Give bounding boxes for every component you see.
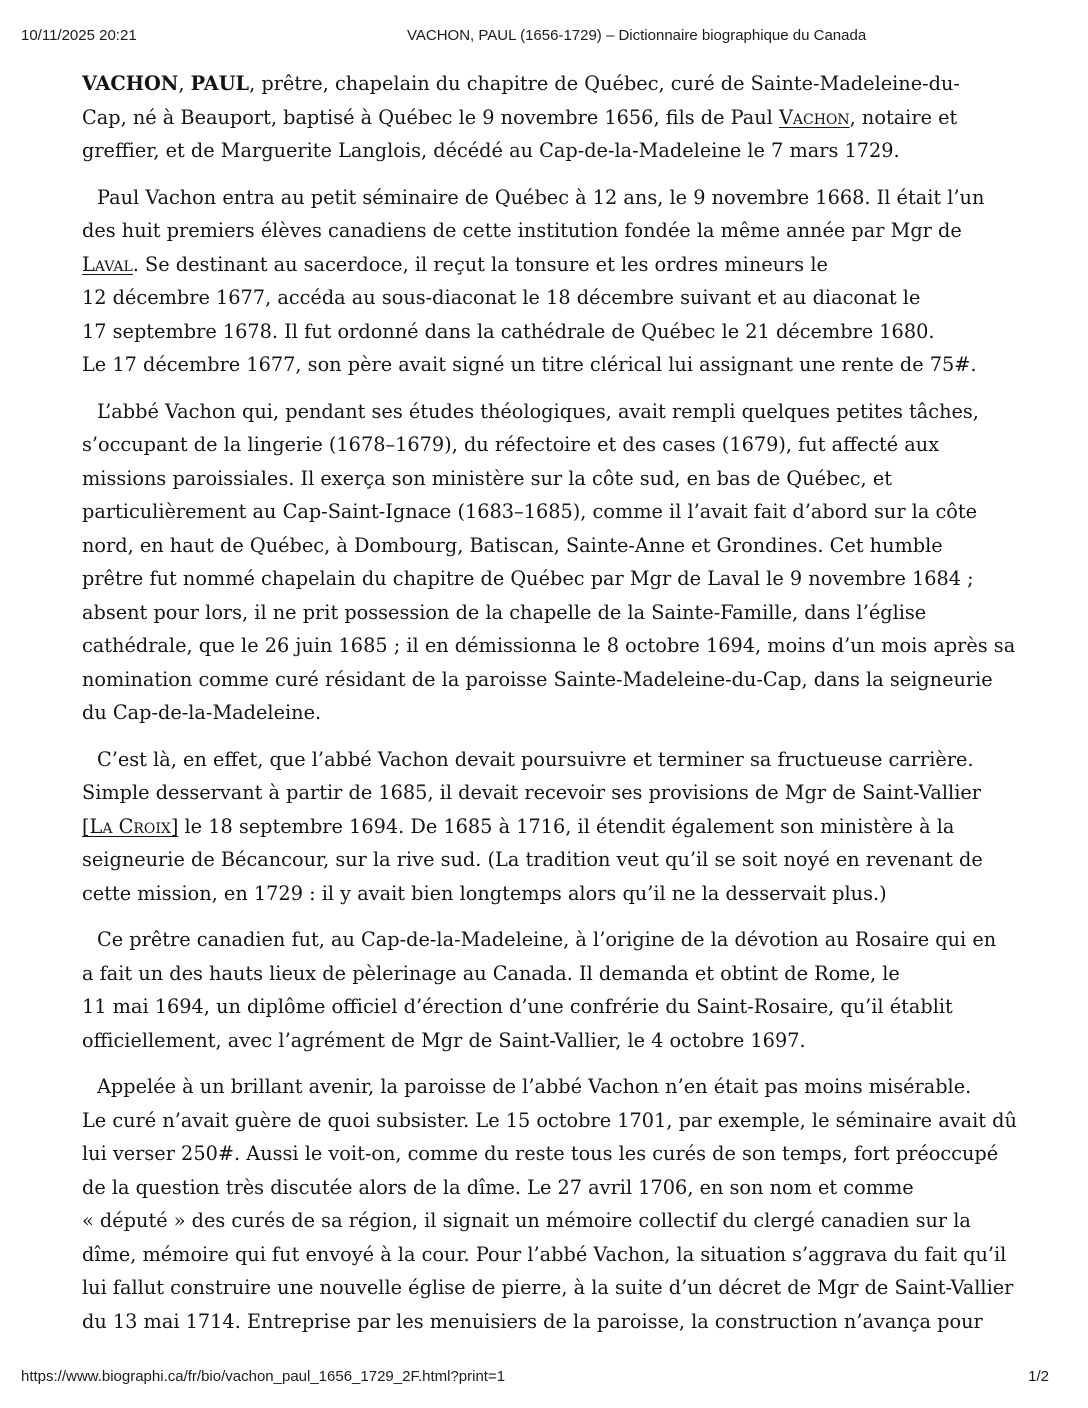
text-line (82, 67, 1022, 101)
text-line (82, 1171, 1022, 1205)
text-line (82, 529, 1022, 563)
text-line (82, 1271, 1022, 1305)
text-run: C’est là, en effet, que l’abbé Vachon devait poursuivre et terminer sa fructueuse carrière. (97, 747, 974, 771)
text-run: , (178, 72, 191, 95)
text-run: cathédrale, que le 26 juin 1685 ; il en démissionna le 8 octobre 1694, moins d’un mois après sa (82, 634, 1016, 657)
text-run: missions paroissiales. Il exerça son ministère sur la côte sud, en bas de Québec, et (82, 466, 892, 490)
text-line (82, 629, 1022, 663)
text-run: « député » des curés de sa région, il signait un mémoire collectif du clergé canadien sur la (82, 1209, 971, 1232)
text-line (82, 663, 1022, 697)
text-run: L’abbé Vachon qui, pendant ses études théologiques, avait rempli quelques petites tâches, (97, 399, 979, 423)
text-line (82, 395, 1022, 429)
text-run: officiellement, avec l’agrément de Mgr de Saint-Vallier, le 4 octobre 1697. (82, 1028, 806, 1052)
text-line (82, 495, 1022, 529)
text-run: nomination comme curé résidant de la paroisse Sainte-Madeleine-du-Cap, dans la seigneurie (82, 667, 993, 691)
text-line (82, 877, 1022, 911)
paragraph (82, 395, 1022, 730)
text-line (82, 134, 1022, 168)
paragraph (82, 1070, 1022, 1338)
text-run: , prêtre, chapelain du chapitre de Québec, curé de Sainte-Madeleine-du- (249, 72, 960, 95)
text-run: Paul Vachon entra au petit séminaire de Québec à 12 ans, le 9 novembre 1668. Il était l’un (97, 185, 985, 209)
text-line (82, 1137, 1022, 1171)
text-line (82, 315, 1022, 349)
text-line (82, 462, 1022, 496)
text-run: Le 17 décembre 1677, son père avait signé un titre clérical lui assignant une rente de 75#. (82, 353, 977, 376)
text-line (82, 843, 1022, 877)
text-line (82, 810, 1022, 844)
text-line (82, 1305, 1022, 1339)
text-run: 11 mai 1694, un diplôme officiel d’érection d’une confrérie du Saint-Rosaire, qu’il établit (82, 995, 953, 1018)
subject-name-bold: VACHON (82, 72, 179, 95)
text-run: nord, en haut de Québec, à Dombourg, Batiscan, Sainte-Anne et Grondines. Cet humble (82, 533, 943, 557)
text-run: Simple desservant à partir de 1685, il devait recevoir ses provisions de Mgr de Saint-Vallier (82, 781, 981, 804)
text-line (82, 1238, 1022, 1272)
text-run: lui fallut construire une nouvelle église de pierre, à la suite d’un décret de Mgr de Saint-Vallier (82, 1276, 1014, 1299)
paragraph (82, 67, 1022, 168)
text-line (82, 348, 1022, 382)
text-run: du 13 mai 1714. Entreprise par les menuisiers de la paroisse, la construction n’avança pour (82, 1309, 983, 1333)
text-run: Ce prêtre canadien fut, au Cap-de-la-Madeleine, à l’origine de la dévotion au Rosaire qui en (97, 928, 997, 951)
text-run: dîme, mémoire qui fut envoyé à la cour. Pour l’abbé Vachon, la situation s’aggrava du fait qu’il (82, 1242, 1007, 1266)
paragraph (82, 181, 1022, 382)
biography-cross-reference-link[interactable]: Vachon (778, 105, 850, 129)
text-run: 17 septembre 1678. Il fut ordonné dans la cathédrale de Québec le 21 décembre 1680. (82, 319, 935, 343)
text-run: Cap, né à Beauport, baptisé à Québec le 9 novembre 1656, fils de Paul (82, 105, 779, 129)
text-run: Appelée à un brillant avenir, la paroisse de l’abbé Vachon n’en était pas moins misérable. (97, 1075, 972, 1098)
text-line (82, 1204, 1022, 1238)
paragraph (82, 923, 1022, 1057)
print-header-datetime: 10/11/2025 20:21 (21, 27, 137, 44)
text-run: cette mission, en 1729 : il y avait bien longtemps alors qu’il ne la desservait plus.) (82, 881, 887, 905)
text-run: . Se destinant au sacerdoce, il reçut la tonsure et les ordres mineurs le (132, 252, 828, 276)
text-line (82, 101, 1022, 135)
text-run: Le curé n’avait guère de quoi subsister. Le 15 octobre 1701, par exemple, le séminaire avait dû (82, 1108, 1017, 1132)
text-line (82, 743, 1022, 777)
article-body (82, 67, 1022, 1338)
text-run: 12 décembre 1677, accéda au sous-diaconat le 18 décembre suivant et au diaconat le (82, 286, 921, 309)
text-run: lui verser 250#. Aussi le voit-on, comme du reste tous les curés de son temps, fort préoccupé (82, 1142, 999, 1165)
text-run: , notaire et (849, 105, 958, 129)
text-run: le 18 septembre 1694. De 1685 à 1716, il étendit également son ministère à la (178, 814, 955, 838)
text-line (82, 181, 1022, 215)
print-header-title: VACHON, PAUL (1656-1729) – Dictionnaire biographique du Canada (407, 27, 867, 44)
text-line (82, 214, 1022, 248)
print-footer-page-number: 1/2 (1028, 1368, 1049, 1385)
text-run: prêtre fut nommé chapelain du chapitre de Québec par Mgr de Laval le 9 novembre 1684 ; (82, 567, 974, 590)
text-run: des huit premiers élèves canadiens de cette institution fondée la même année par Mgr de (82, 219, 962, 242)
text-line (82, 696, 1022, 730)
biography-cross-reference-link[interactable]: Laval (82, 252, 133, 276)
text-line (82, 248, 1022, 282)
text-run: a fait un des hauts lieux de pèlerinage au Canada. Il demanda et obtint de Rome, le (82, 961, 900, 985)
text-line (82, 990, 1022, 1024)
text-run: s’occupant de la lingerie (1678–1679), du réfectoire et des cases (1679), fut affecté aux (82, 433, 940, 456)
print-footer-url: https://www.biographi.ca/fr/bio/vachon_paul_1656_1729_2F.html?print=1 (21, 1368, 506, 1385)
text-line (82, 596, 1022, 630)
text-line (82, 1070, 1022, 1104)
text-run: de la question très discutée alors de la dîme. Le 27 avril 1706, en son nom et comme (82, 1175, 914, 1199)
text-line (82, 428, 1022, 462)
text-line (82, 1024, 1022, 1058)
text-run: seigneurie de Bécancour, sur la rive sud. (La tradition veut qu’il se soit noyé en revenant de (82, 848, 983, 871)
text-run: absent pour lors, il ne prit possession de la chapelle de la Sainte-Famille, dans l’église (82, 600, 927, 624)
text-line (82, 923, 1022, 957)
text-line (82, 281, 1022, 315)
text-run: particulièrement au Cap-Saint-Ignace (1683–1685), comme il l’avait fait d’abord sur la côte (82, 500, 978, 523)
text-line (82, 1104, 1022, 1138)
biography-cross-reference-link[interactable]: [La Croix] (82, 814, 179, 838)
paragraph (82, 743, 1022, 911)
text-run: greffier, et de Marguerite Langlois, décédé au Cap-de-la-Madeleine le 7 mars 1729. (82, 139, 900, 162)
text-line (82, 776, 1022, 810)
text-line (82, 957, 1022, 991)
text-line (82, 562, 1022, 596)
text-run: du Cap-de-la-Madeleine. (82, 701, 322, 724)
subject-name-bold: PAUL (190, 72, 250, 95)
